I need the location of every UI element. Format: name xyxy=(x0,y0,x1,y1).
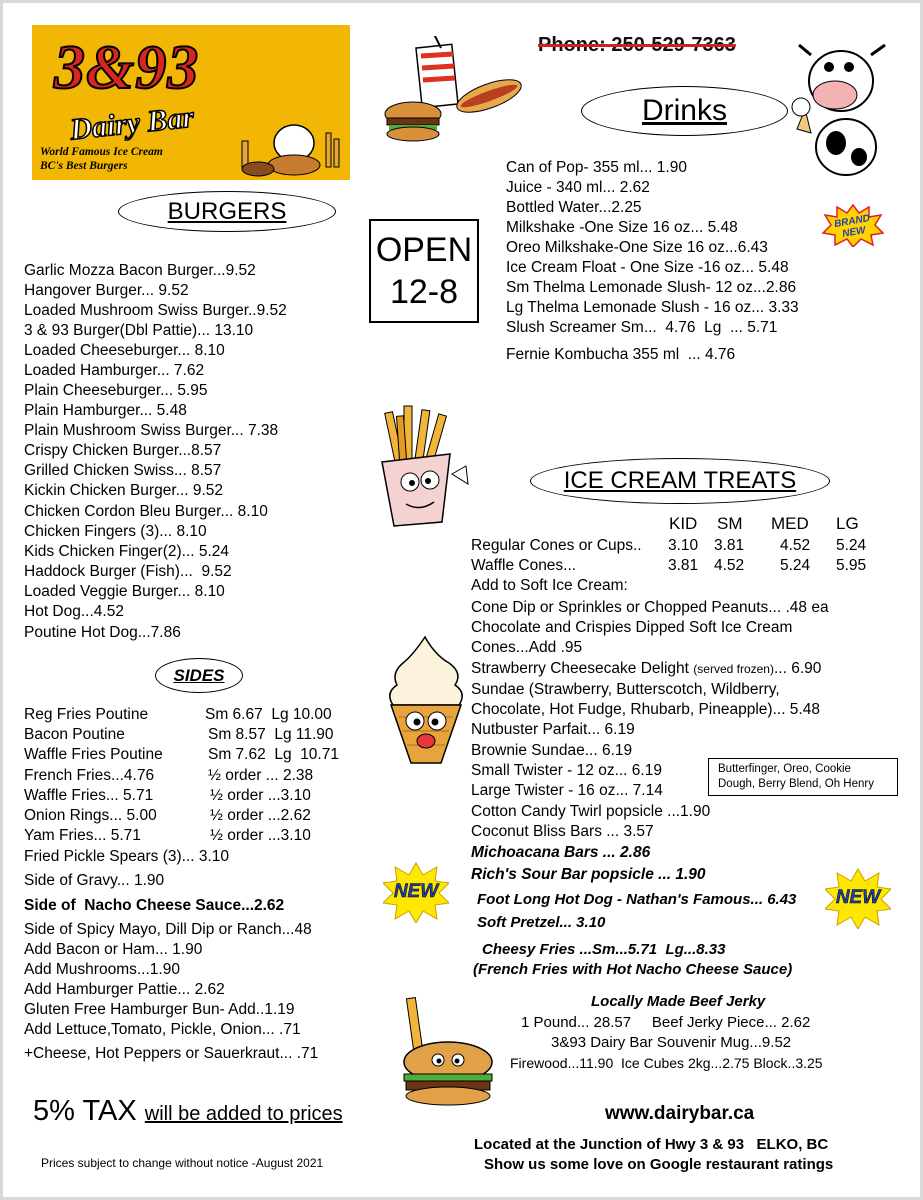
menu-page xyxy=(3,3,920,1197)
dairy-bar-logo xyxy=(32,25,350,180)
side-item-price: ½ order ...3.10 xyxy=(210,787,311,804)
foot-long-hot-dog: Foot Long Hot Dog - Nathan's Famous... 6.43 xyxy=(477,891,797,908)
ice-cream-item: Cotton Candy Twirl popsicle ...1.90 xyxy=(471,803,711,820)
side-item: Add Lettuce,Tomato, Pickle, Onion... .71 xyxy=(24,1021,301,1038)
twister-flavours-box xyxy=(708,758,898,796)
burger-item: Kids Chicken Finger(2)... 5.24 xyxy=(24,543,230,560)
fries-clipart-icon xyxy=(372,404,474,536)
twister-flavours-1: Butterfinger, Oreo, Cookie xyxy=(718,763,851,775)
burgers-heading-oval xyxy=(118,191,336,232)
logo-tagline-1: World Famous Ice Cream xyxy=(40,146,163,158)
google-rating-text: Show us some love on Google restaurant ratings xyxy=(484,1156,834,1173)
burger-item: Chicken Cordon Bleu Burger... 8.10 xyxy=(24,503,268,520)
ice-cream-item: Small Twister - 12 oz... 6.19 xyxy=(471,762,662,779)
cone-row-price: 5.24 xyxy=(780,557,811,574)
ice-cream-item: Chocolate, Hot Fudge, Rhubarb, Pineapple)... 5.48 xyxy=(471,701,820,718)
size-med: MED xyxy=(771,514,809,533)
drink-item: Lg Thelma Lemonade Slush - 16 oz... 3.33 xyxy=(506,299,799,316)
burger-item: Garlic Mozza Bacon Burger...9.52 xyxy=(24,262,256,279)
cheesy-fries: Cheesy Fries ...Sm...5.71 Lg...8.33 xyxy=(482,941,726,958)
ice-cream-item: Coconut Bliss Bars ... 3.57 xyxy=(471,823,654,840)
side-item-price: Sm 8.57 Lg 11.90 xyxy=(208,726,334,743)
ice-cream-item: Cone Dip or Sprinkles or Chopped Peanuts... .48 ea xyxy=(471,599,829,616)
ice-cream-item: Chocolate and Crispies Dipped Soft Ice Cream xyxy=(471,619,793,636)
logo-name: Dairy Bar xyxy=(68,100,196,147)
side-item: Add Hamburger Pattie... 2.62 xyxy=(24,981,225,998)
burger-item: Kickin Chicken Burger... 9.52 xyxy=(24,482,224,499)
side-item: Side of Gravy... 1.90 xyxy=(24,872,165,889)
cow-clipart-icon xyxy=(791,37,895,177)
tax-small: will be added to prices xyxy=(144,1103,343,1125)
burger-item: Haddock Burger (Fish)... 9.52 xyxy=(24,563,232,580)
side-item-price: ½ order ...2.62 xyxy=(210,807,311,824)
jerky-line: Firewood...11.90 Ice Cubes 2kg...2.75 Block..3.25 xyxy=(510,1055,823,1071)
new-badge-left xyxy=(383,861,449,923)
new-badge-right xyxy=(825,867,891,929)
size-lg: LG xyxy=(836,514,859,533)
price-notice: Prices subject to change without notice -August 2021 xyxy=(41,1156,324,1170)
sides-heading: SIDES xyxy=(173,665,225,685)
side-item-name: Bacon Poutine xyxy=(24,726,125,743)
brand-new-badge xyxy=(821,203,885,247)
ice-cream-item: Rich's Sour Bar popsicle ... 1.90 xyxy=(471,866,706,883)
cone-row-price: 4.52 xyxy=(780,537,811,554)
cone-row-price: 5.24 xyxy=(836,537,867,554)
side-item-price: ½ order ... 2.38 xyxy=(208,767,314,784)
side-item: Gluten Free Hamburger Bun- Add..1.19 xyxy=(24,1001,295,1018)
chef-icon xyxy=(222,113,347,178)
logo-number: 3&93 xyxy=(54,34,200,102)
burger-clipart-icon xyxy=(398,994,498,1109)
drinks-heading: Drinks xyxy=(641,94,727,127)
drink-item: Bottled Water...2.25 xyxy=(506,199,642,216)
drink-item: Juice - 340 ml... 2.62 xyxy=(506,179,650,196)
side-item: Add Mushrooms...1.90 xyxy=(24,961,180,978)
burger-item: Plain Hamburger... 5.48 xyxy=(24,402,187,419)
side-item-price: Sm 7.62 Lg 10.71 xyxy=(208,746,339,763)
jerky-line: 1 Pound... 28.57 Beef Jerky Piece... 2.62 xyxy=(521,1014,811,1031)
twister-flavours-2: Dough, Berry Blend, Oh Henry xyxy=(718,778,874,790)
burger-item: Loaded Cheeseburger... 8.10 xyxy=(24,342,225,359)
burger-item: Crispy Chicken Burger...8.57 xyxy=(24,442,222,459)
side-item-name: Waffle Fries... 5.71 xyxy=(24,787,154,804)
ice-cream-item-strawberry xyxy=(471,659,821,679)
burger-item: Plain Mushroom Swiss Burger... 7.38 xyxy=(24,422,279,439)
side-item-price: Sm 6.67 Lg 10.00 xyxy=(205,706,332,723)
side-item-name: Onion Rings... 5.00 xyxy=(24,807,157,824)
drink-item: Slush Screamer Sm... 4.76 Lg ... 5.71 xyxy=(506,319,778,336)
ice-cream-item: Add to Soft Ice Cream: xyxy=(471,577,628,594)
phone-number[interactable]: Phone: 250-529-7363 xyxy=(538,34,736,56)
drink-item: Can of Pop- 355 ml... 1.90 xyxy=(506,159,687,176)
side-item: Fried Pickle Spears (3)... 3.10 xyxy=(24,848,230,865)
side-item: Side of Spicy Mayo, Dill Dip or Ranch...48 xyxy=(24,921,312,938)
ice-cream-heading-oval xyxy=(530,458,830,504)
jerky-line: 3&93 Dairy Bar Souvenir Mug...9.52 xyxy=(551,1034,792,1051)
cheesy-fries-note: (French Fries with Hot Nacho Cheese Sauce) xyxy=(473,961,793,978)
drink-item: Sm Thelma Lemonade Slush- 12 oz...2.86 xyxy=(506,279,797,296)
soft-pretzel: Soft Pretzel... 3.10 xyxy=(477,914,606,931)
cone-row-price: 4.52 xyxy=(714,557,745,574)
ice-cream-item: Michoacana Bars ... 2.86 xyxy=(471,844,651,861)
cone-row-label: Waffle Cones... xyxy=(471,557,577,574)
cone-row-price: 3.10 xyxy=(668,537,699,554)
burgers-heading: BURGERS xyxy=(167,197,287,225)
sides-heading-oval xyxy=(155,658,243,693)
cone-row-price: 3.81 xyxy=(714,537,745,554)
side-item: +Cheese, Hot Peppers or Sauerkraut... .71 xyxy=(24,1045,319,1062)
food-clipart-icon xyxy=(381,36,526,146)
tax-notice xyxy=(33,1095,343,1128)
burger-item: Loaded Mushroom Swiss Burger..9.52 xyxy=(24,302,287,319)
side-item: Add Bacon or Ham... 1.90 xyxy=(24,941,203,958)
ice-cream-heading: ICE CREAM TREATS xyxy=(563,467,797,494)
jerky-heading: Locally Made Beef Jerky xyxy=(591,993,766,1010)
open-hours: 12-8 xyxy=(389,273,459,311)
burger-item: Poutine Hot Dog...7.86 xyxy=(24,624,181,641)
ice-cream-item: Large Twister - 16 oz... 7.14 xyxy=(471,782,663,799)
ice-cream-item: Cones...Add .95 xyxy=(471,639,583,656)
website-link[interactable]: www.dairybar.ca xyxy=(605,1103,755,1124)
burger-item: 3 & 93 Burger(Dbl Pattie)... 13.10 xyxy=(24,322,254,339)
burger-item: Hot Dog...4.52 xyxy=(24,603,124,620)
size-kid: KID xyxy=(669,514,698,533)
drink-item: Ice Cream Float - One Size -16 oz... 5.48 xyxy=(506,259,789,276)
cone-row-label: Regular Cones or Cups.. xyxy=(471,537,642,554)
side-item-nacho: Side of Nacho Cheese Sauce...2.62 xyxy=(24,897,285,914)
strawberry-price: ... 6.90 xyxy=(773,660,822,677)
burger-item: Chicken Fingers (3)... 8.10 xyxy=(24,523,207,540)
open-label: OPEN xyxy=(375,231,473,269)
location-text: Located at the Junction of Hwy 3 & 93 ELKO, BC xyxy=(474,1136,829,1153)
side-item-name: Yam Fries... 5.71 xyxy=(24,827,141,844)
cone-row-price: 5.95 xyxy=(836,557,867,574)
drinks-heading-oval xyxy=(581,86,788,136)
ice-cream-cone-clipart-icon xyxy=(383,633,468,768)
new-text: NEW xyxy=(393,881,439,902)
size-sm: SM xyxy=(717,514,743,533)
hours-box xyxy=(369,219,479,323)
burger-item: Loaded Veggie Burger... 8.10 xyxy=(24,583,225,600)
ice-cream-item: Sundae (Strawberry, Butterscotch, Wildberry, xyxy=(471,681,780,698)
brand-new-text: BRAND NEW xyxy=(833,213,871,240)
strawberry-note: (served frozen) xyxy=(693,662,774,676)
drink-item: Milkshake -One Size 16 oz... 5.48 xyxy=(506,219,738,236)
side-item-name: Reg Fries Poutine xyxy=(24,706,149,723)
burger-item: Grilled Chicken Swiss... 8.57 xyxy=(24,462,222,479)
cone-row-price: 3.81 xyxy=(668,557,699,574)
drink-item-kombucha: Fernie Kombucha 355 ml ... 4.76 xyxy=(506,346,736,363)
new-text: NEW xyxy=(835,887,881,908)
side-item-price: ½ order ...3.10 xyxy=(210,827,311,844)
burger-item: Plain Cheeseburger... 5.95 xyxy=(24,382,208,399)
side-item-name: French Fries...4.76 xyxy=(24,767,155,784)
tax-big: 5% TAX xyxy=(33,1095,137,1127)
strawberry-text: Strawberry Cheesecake Delight xyxy=(471,660,694,677)
logo-tagline-2: BC's Best Burgers xyxy=(40,160,128,172)
side-item-name: Waffle Fries Poutine xyxy=(24,746,163,763)
burger-item: Hangover Burger... 9.52 xyxy=(24,282,189,299)
ice-cream-item: Brownie Sundae... 6.19 xyxy=(471,742,633,759)
burger-item: Loaded Hamburger... 7.62 xyxy=(24,362,205,379)
drink-item: Oreo Milkshake-One Size 16 oz...6.43 xyxy=(506,239,768,256)
ice-cream-item: Nutbuster Parfait... 6.19 xyxy=(471,721,635,738)
